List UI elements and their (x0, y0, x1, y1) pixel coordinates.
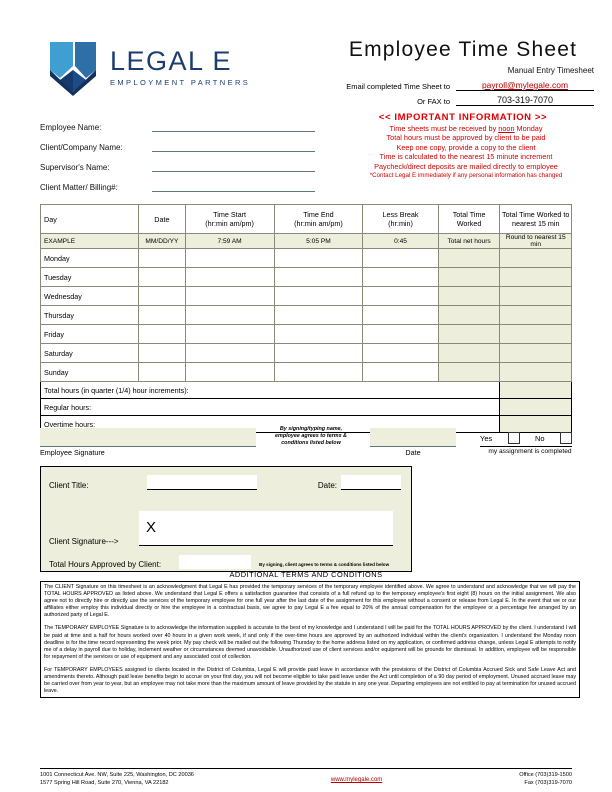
note-item: Total hours must be approved by client to be paid (386, 133, 546, 143)
note-item: Paycheck/direct deposits are mailed directly to employee (374, 161, 558, 171)
terms-paragraph-client: The CLIENT Signature on this timesheet is an acknowledgment that Legal E has provided the temporary services of the temporary employee identified above. We agree to understand and acknowledge that we will pay the TOTAL HOURS APPROVED as listed above. We understand that Legal E offers a satisfaction guarantee that consists of a full refund up to the temporary employee's first eight (8) hours on the initial assignment. We also agree not to directly hire or directly use the services of the temporary employee for one full year after the last date of the assignment for this employee without a consent or release from Legal E. In the event that we or our affiliates either employ this individual directly or hire the employee in a contractual basis, we agree to pay Legal E a fee equal to 20% of the annual compensation for the employee or a percentage fee arranged by an authorized party of Legal E. (44, 584, 576, 619)
field-client-company-name (40, 132, 315, 152)
row-end-cell[interactable] (274, 287, 363, 306)
fax-label: Fax (524, 779, 534, 786)
col-total-time-worked (438, 205, 500, 234)
row-date-cell[interactable] (139, 249, 186, 268)
row-start-cell[interactable] (185, 306, 274, 325)
note-item: Time sheets must be received by noon Monday (389, 124, 543, 133)
col-rounded-line1: Total Time Worked to (502, 210, 570, 219)
col-rounded-line2: nearest 15 min (511, 219, 560, 228)
row-break-cell[interactable] (363, 268, 438, 287)
example-row (41, 234, 572, 249)
row-start-cell[interactable] (185, 249, 274, 268)
page-subtitle: Manual Entry Timesheet (507, 66, 594, 75)
page-title: Employee Time Sheet (348, 38, 578, 61)
row-break-cell[interactable] (363, 325, 438, 344)
row-break-cell[interactable] (363, 249, 438, 268)
row-start-cell[interactable] (185, 287, 274, 306)
assignment-completed-toggle (480, 430, 572, 447)
client-signature-row (49, 511, 403, 546)
field-client-matter-billing (40, 172, 315, 192)
col-total-rounded (500, 205, 572, 234)
row-date-cell[interactable] (139, 268, 186, 287)
client-title-label: Client Title: (49, 481, 89, 490)
supervisor-name-input[interactable] (152, 158, 315, 172)
table-header-row (41, 205, 572, 234)
important-information-banner: << IMPORTANT INFORMATION >> (378, 112, 548, 123)
page-footer (40, 768, 572, 787)
yes-label: Yes (480, 433, 493, 443)
row-total-cell[interactable] (438, 306, 500, 325)
footer-addresses (40, 772, 194, 787)
client-company-name-input[interactable] (152, 138, 315, 152)
note-item: Time is calculated to the nearest 15 minute increment (379, 152, 553, 162)
row-break-cell[interactable] (363, 344, 438, 363)
signature-date-label: Date (405, 448, 421, 457)
row-rounded-cell[interactable] (500, 306, 572, 325)
col-day: Day (41, 205, 139, 234)
table-row (41, 325, 572, 344)
col-less-break-line1: Less Break (382, 210, 419, 219)
important-notes-list (332, 124, 600, 180)
row-day-label: Tuesday (41, 268, 139, 287)
example-start: 7:59 AM (185, 234, 274, 249)
yes-checkbox[interactable] (508, 432, 520, 444)
footer-address-dc: 1001 Connecticut Ave. NW, Suite 225, Washington, DC 20036 (40, 772, 194, 778)
no-checkbox[interactable] (560, 432, 572, 444)
col-date: Date (139, 205, 186, 234)
client-total-hours-row (49, 555, 403, 569)
row-rounded-cell[interactable] (500, 268, 572, 287)
col-time-start-line1: Time Start (213, 210, 247, 219)
col-time-start (185, 205, 274, 234)
example-total: Total net hours (438, 234, 500, 249)
additional-terms-heading: ADDITIONAL TERMS AND CONDITIONS (229, 570, 383, 579)
row-rounded-cell[interactable] (500, 363, 572, 382)
agreement-line-3: conditions listed below (281, 440, 341, 446)
company-logo (46, 36, 250, 98)
row-day-label: Friday (41, 325, 139, 344)
field-label: Supervisor's Name: (40, 163, 110, 172)
assignment-completed-caption: my assignment is completed (488, 448, 572, 455)
terms-paragraph-employee: The TEMPORARY EMPLOYEE Signature is to acknowledge the information supplied is accurate to the best of my knowledge and I understand I will be paid for the TOTAL HOURS APPROVED by the client. I understand I will be paid at time and a half for hours worked over 40 hours in a given work week, if and only if the over-time hours are approved by an authorized individual within the client's organization. I understand the Monday noon deadline is for the time record representing the week prior. My pay check will be mailed out the following Thursday to the home address listed on my application, or confirmed address change, unless Legal E attempts to notify me of a delay in payroll due to holiday, inclement weather or circumstances deemed unavoidable. Unauthorized use of client services and/or equipment will be grounds for dismissal. In addition, employee will be responsible for repayment of the services or use of equipment and any associated cost of collection. (44, 625, 576, 660)
row-date-cell[interactable] (139, 287, 186, 306)
summary-row-regular-hours (41, 399, 572, 416)
row-date-cell[interactable] (139, 306, 186, 325)
client-date-label: Date: (317, 481, 337, 490)
terms-paragraph-dc-leave: For TEMPORARY EMPLOYEES assigned to clients located in the District of Columbia, Legal E will provide paid leave in accordance with the provisions of the District of Columbia Accrued Sick and Safe Leave Act and amendments thereto. Although paid leave benefits begin to accrue on your first day, you will not become eligible to take paid leave under the Act until completion of a 90 day period of employment. Unused accrued leave may be carried over from year to year, but an employee may not take more than the maximum amount of leave provided by the statute in any one year. Departing employees are not entitled to pay at termination for unused accrued leave. (44, 666, 576, 695)
row-end-cell[interactable] (274, 249, 363, 268)
table-row (41, 268, 572, 287)
example-day: EXAMPLE (41, 234, 139, 249)
footer-office-phone (519, 772, 572, 780)
note-footnote: *Contact Legal E immediately if any personal information has changed (369, 172, 563, 180)
row-start-cell[interactable] (185, 325, 274, 344)
row-rounded-cell[interactable] (500, 344, 572, 363)
row-date-cell[interactable] (139, 344, 186, 363)
employee-name-input[interactable] (152, 118, 315, 132)
fax-value: (703)319-7070 (535, 779, 572, 786)
client-signature-input[interactable] (139, 511, 393, 546)
field-supervisor-name (40, 152, 315, 172)
note-item: Keep one copy, provide a copy to the client (396, 142, 536, 152)
client-total-input[interactable] (179, 555, 251, 569)
timesheet-table (40, 204, 572, 433)
page-header (0, 0, 612, 192)
col-less-break (363, 205, 438, 234)
footer-website-link[interactable]: www.mylegale.com (330, 777, 383, 784)
fax-number: 703-319-7070 (456, 95, 594, 106)
signature-x-mark: X (146, 519, 157, 536)
logo-wordmark (110, 45, 251, 87)
agreement-line-2: employee agrees to terms & (275, 433, 347, 439)
row-break-cell[interactable] (363, 287, 438, 306)
row-rounded-cell[interactable] (500, 325, 572, 344)
summary-label: Total hours (in quarter (1/4) hour increments): (41, 382, 500, 399)
row-total-cell[interactable] (438, 249, 500, 268)
employee-signature-section (40, 428, 572, 460)
client-approval-box (40, 466, 412, 572)
col-time-end (274, 205, 363, 234)
office-value: (703)319-1500 (535, 772, 572, 778)
noon-emphasis: noon (498, 124, 515, 133)
row-date-cell[interactable] (139, 325, 186, 344)
col-less-break-line2: (hr:min) (388, 219, 413, 228)
col-time-start-line2: (hr:min am/pm) (205, 219, 254, 228)
payroll-email-link[interactable]: payroll@mylegale.com (456, 80, 594, 91)
client-signature-label: Client Signature---> (49, 537, 119, 546)
employee-signature-input[interactable] (40, 428, 256, 447)
agreement-line-1: By signing/typing name, (279, 426, 343, 432)
row-rounded-cell[interactable] (500, 287, 572, 306)
row-total-cell[interactable] (438, 344, 500, 363)
example-date: MM/DD/YY (139, 234, 186, 249)
field-label: Client/Company Name: (40, 143, 123, 152)
client-fineprint: By signing, client agrees to terms & conditions listed below (259, 562, 390, 567)
field-label: Employee Name: (40, 123, 102, 132)
row-total-cell[interactable] (438, 287, 500, 306)
row-day-label: Saturday (41, 344, 139, 363)
example-end: 5:05 PM (274, 234, 363, 249)
no-label: No (535, 433, 545, 443)
summary-label: Regular hours: (41, 399, 500, 416)
client-matter-billing-input[interactable] (152, 178, 315, 192)
row-end-cell[interactable] (274, 325, 363, 344)
client-date-input[interactable] (341, 475, 401, 490)
footer-address-va: 1577 Spring Hill Road, Suite 270, Vienna, VA 22182 (40, 779, 169, 786)
table-row (41, 287, 572, 306)
col-total-line2: Worked (456, 219, 482, 228)
row-date-cell[interactable] (139, 363, 186, 382)
fax-row (332, 95, 594, 106)
signature-agreement-note (256, 426, 366, 447)
row-day-label: Wednesday (41, 287, 139, 306)
row-total-cell[interactable] (438, 268, 500, 287)
row-day-label: Monday (41, 249, 139, 268)
row-total-cell[interactable] (438, 325, 500, 344)
row-break-cell[interactable] (363, 363, 438, 382)
table-row (41, 249, 572, 268)
example-break: 0:45 (363, 234, 438, 249)
field-label: Client Matter/ Billing#: (40, 183, 118, 192)
row-day-label: Thursday (41, 306, 139, 325)
row-end-cell[interactable] (274, 344, 363, 363)
summary-regular-hours-value[interactable] (500, 399, 572, 416)
row-total-cell[interactable] (438, 363, 500, 382)
example-rounded: Round to nearest 15 min (500, 234, 572, 249)
summary-label: Overtime hours: (41, 416, 500, 433)
logo-name: LEGAL E (110, 45, 233, 76)
employee-info-fields (40, 112, 315, 192)
col-total-line1: Total Time (452, 210, 486, 219)
signature-date-input[interactable] (370, 428, 456, 447)
row-end-cell[interactable] (274, 268, 363, 287)
col-time-end-line2: (hr:min am/pm) (294, 219, 343, 228)
row-start-cell[interactable] (185, 268, 274, 287)
office-label: Office (519, 772, 534, 778)
logo-tagline: EMPLOYMENT PARTNERS (110, 77, 251, 87)
summary-total-hours-value[interactable] (500, 382, 572, 399)
row-day-label: Sunday (41, 363, 139, 382)
table-row (41, 344, 572, 363)
row-end-cell[interactable] (274, 306, 363, 325)
row-start-cell[interactable] (185, 344, 274, 363)
footer-fax-phone (519, 780, 572, 788)
chevron-logo-icon (46, 36, 100, 98)
col-time-end-line1: Time End (303, 210, 334, 219)
client-title-input[interactable] (147, 475, 257, 490)
row-start-cell[interactable] (185, 363, 274, 382)
terms-and-conditions (40, 581, 580, 698)
fax-label: Or FAX to (417, 97, 450, 106)
email-row (332, 80, 594, 91)
row-rounded-cell[interactable] (500, 249, 572, 268)
summary-row-total-hours (41, 382, 572, 399)
client-total-label: Total Hours Approved by Client: (49, 560, 162, 569)
field-employee-name (40, 112, 315, 132)
row-end-cell[interactable] (274, 363, 363, 382)
table-row (41, 306, 572, 325)
row-break-cell[interactable] (363, 306, 438, 325)
footer-phone-numbers (519, 772, 572, 787)
client-title-row (49, 475, 403, 490)
employee-signature-label: Employee Signature (40, 448, 105, 457)
table-row (41, 363, 572, 382)
email-label: Email completed Time Sheet to (346, 82, 450, 91)
